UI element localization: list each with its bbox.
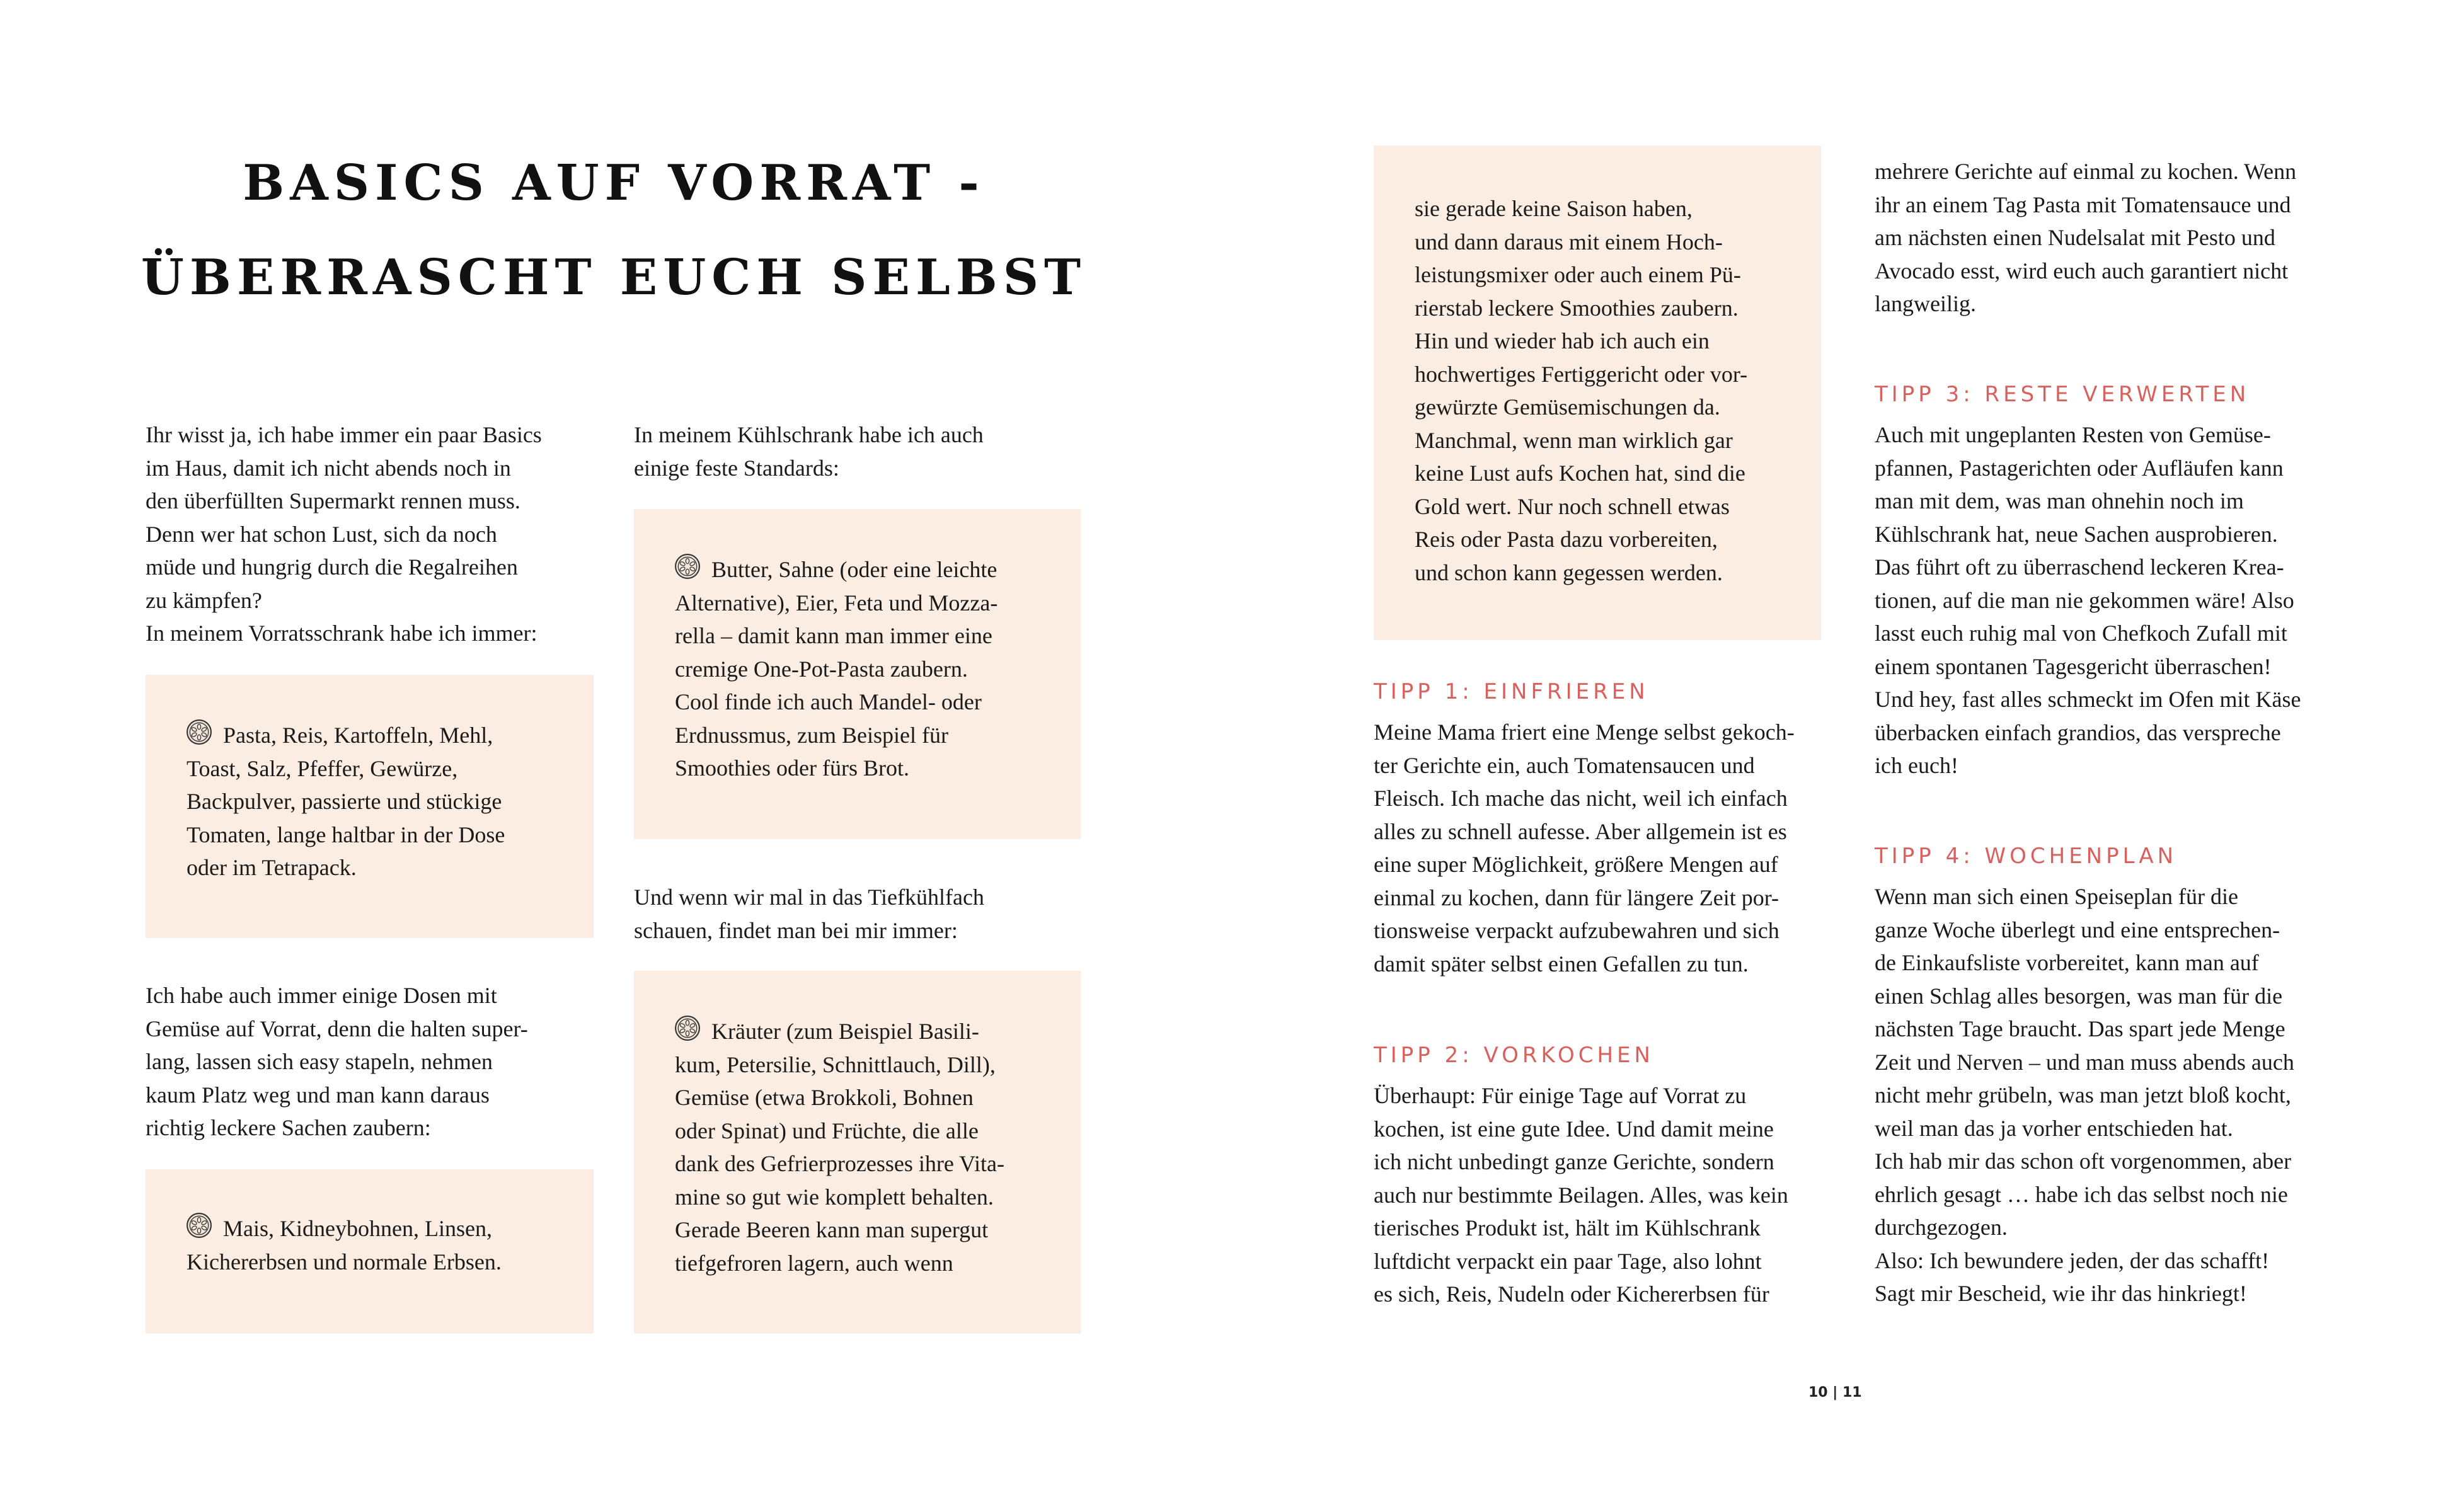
continued-paragraph: mehrere Gerichte auf einmal zu kochen. Wenn ihr an einem Tag Pasta mit Tomatensauce und am nächsten einen Nudelsalat mit Pesto und Avocado esst, wird euch auch garantiert nicht langweilig. — [1875, 159, 2297, 316]
freezer-list-box — [634, 971, 1081, 1334]
page-numbers: 10 | 11 — [1808, 1385, 1862, 1400]
tipp4-heading: TIPP 4: WOCHENPLAN — [1875, 844, 2178, 869]
tipp3-heading: TIPP 3: RESTE VERWERTEN — [1875, 382, 2250, 407]
tipp4-text: Wenn man sich einen Speiseplan für die ganze Woche überlegt und eine entsprechen- de Einkaufsliste vorbereitet, kann man auf einen Schlag alles besorgen, was man für die nächsten Tage braucht. Das spart jede Menge Zeit und Nerven – und man muss abends auch nicht mehr grübeln, was man jetzt bloß kocht, weil man das ja vorher entschieden hat. Ich hab mir das schon oft vorgenommen, aber ehrlich gesagt … habe ich das selbst noch nie durchgezogen. Also: Ich bewundere jeden, der das schafft! Sagt mir Bescheid, wie ihr das hinkriegt! — [1875, 884, 2294, 1306]
tipp1-text: Meine Mama friert eine Menge selbst gekoch- ter Gerichte ein, auch Tomatensaucen und Fleisch. Ich mache das nicht, weil ich einfach alles zu schnell aufesse. Aber allgemein ist es eine super Möglichkeit, größere Mengen auf einmal zu kochen, dann für längere Zeit por- tionsweise verpackt aufzubewahren und sich damit später selbst einen Gefallen zu tun. — [1374, 719, 1795, 976]
continued-box-text: sie gerade keine Saison haben, und dann daraus mit einem Hoch- leistungsmixer oder auch einem Pü- rierstab leckere Smoothies zaubern. Hin und wieder hab ich auch ein hochwertiges Fertiggericht oder vor- gewürzte Gemüsemischungen da. Manchmal, wenn man wirklich gar keine Lust aufs Kochen hat, sind die Gold wert. Nur noch schnell etwas Reis oder Pasta dazu vorbereiten, und schon kann gegessen werden. — [1415, 196, 1748, 585]
fridge-list-box — [634, 509, 1081, 839]
fridge-intro: In meinem Kühlschrank habe ich auch einige feste Standards: — [634, 422, 984, 481]
intro-paragraph: Ihr wisst ja, ich habe immer ein paar Basics im Haus, damit ich nicht abends noch in den überfüllten Supermarkt rennen muss. Denn wer hat schon Lust, sich da noch müde und hungrig durch die Regalreihen zu kämpfen? In meinem Vorratsschrank habe ich immer: — [146, 422, 542, 646]
tipp1-heading: TIPP 1: EINFRIEREN — [1374, 679, 1649, 704]
tipp2-text: Überhaupt: Für einige Tage auf Vorrat zu kochen, ist eine gute Idee. Und damit meine ich nicht unbedingt ganze Gerichte, sondern auch nur bestimmte Beilagen. Alles, was kein tierisches Produkt ist, hält im Kühlschrank luftdicht verpackt ein paar Tage, also lohnt es sich, Reis, Nudeln oder Kichererbsen für — [1374, 1083, 1788, 1307]
page-title-line1: BASICS AUF VORRAT - — [243, 154, 985, 212]
freezer-intro: Und wenn wir mal in das Tiefkühlfach schauen, findet man bei mir immer: — [634, 885, 984, 943]
tipp3-text: Auch mit ungeplanten Resten von Gemüse- pfannen, Pastagerichten oder Aufläufen kann man mit dem, was man ohnehin noch im Kühlschrank hat, neue Sachen ausprobieren. Das führt oft zu überraschend leckeren Krea- tionen, auf die man nie gekommen wäre! Also lasst euch ruhig mal von Chefkoch Zufall mit einem spontanen Tagesgericht überraschen! Und hey, fast alles schmeckt im Ofen mit Käse überbacken einfach grandios, das verspreche ich euch! — [1875, 422, 2301, 778]
tipp2-heading: TIPP 2: VORKOCHEN — [1374, 1043, 1654, 1068]
pantry-list-text: Pasta, Reis, Kartoffeln, Mehl, Toast, Salz, Pfeffer, Gewürze, Backpulver, passierte und stückige Tomaten, lange haltbar in der Dose oder im Tetrapack. — [187, 723, 505, 880]
cans-list-box — [146, 1169, 594, 1334]
freezer-list-text: Kräuter (zum Beispiel Basili- kum, Petersilie, Schnittlauch, Dill), Gemüse (etwa Brokkoli, Bohnen oder Spinat) und Früchte, die alle dank des Gefrierprozesses ihre Vita- mine so gut wie komplett behalten. Gerade Beeren kann man supergut tiefgefroren lagern, auch wenn — [675, 1019, 1004, 1276]
page-title-line2: ÜBERRASCHT EUCH SELBST — [141, 249, 1087, 306]
cans-paragraph: Ich habe auch immer einige Dosen mit Gemüse auf Vorrat, denn die halten super- lang, lassen sich easy stapeln, nehmen kaum Platz weg und man kann daraus richtig leckere Sachen zaubern: — [146, 983, 528, 1140]
cans-list-text: Mais, Kidneybohnen, Linsen, Kichererbsen und normale Erbsen. — [187, 1216, 502, 1274]
pantry-list-box — [146, 675, 594, 938]
continued-box — [1374, 146, 1821, 640]
fridge-list-text: Butter, Sahne (oder eine leichte Alternative), Eier, Feta und Mozza- rella – damit kann man immer eine cremige One-Pot-Pasta zaubern. Cool finde ich auch Mandel- oder Erdnussmus, zum Beispiel für Smoothies oder fürs Brot. — [675, 557, 998, 781]
